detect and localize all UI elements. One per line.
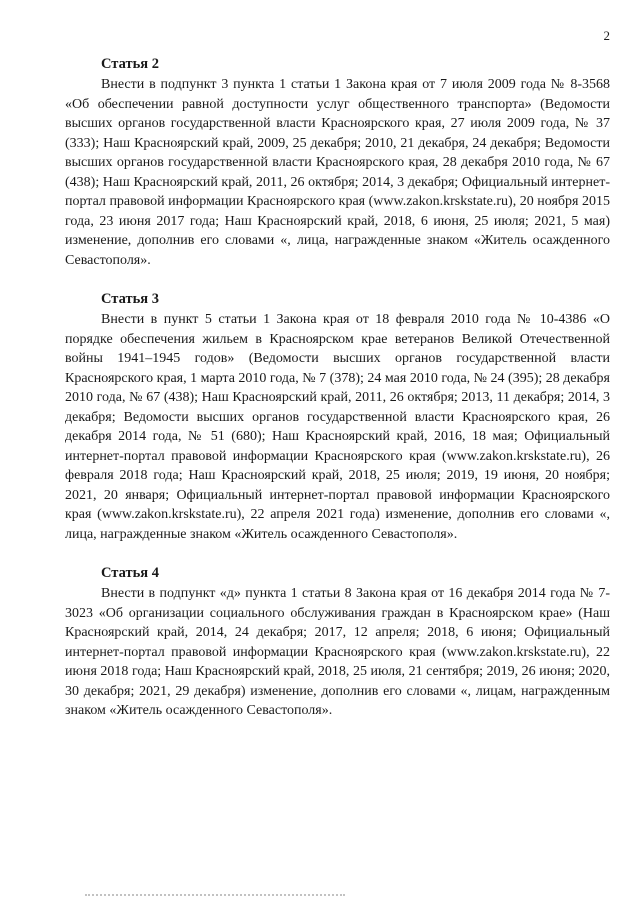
scan-artifact-divider	[85, 894, 345, 900]
article-text: Внести в пункт 5 статьи 1 Закона края от 18 февраля 2010 года № 10-4386 «О порядке обеспечения жильем в Красноярском крае ветеранов Великой Отечественной войны 1941–1945 годов» (Ведомости высших органов государственной власти Красноярского края, 1 марта 2010 года, № 7 (378); 24 мая 2010 года, № 24 (395); 28 декабря 2010 года, № 67 (438); Наш Красноярский край, 2011, 26 октября; 2013, 11 декабря; 2014, 3 декабря; Ведомости высших органов государственной власти Красноярского края, 26 декабря 2014 года, № 51 (680); Наш Красноярский край, 2016, 18 мая; Официальный интернет-портал правовой информации Красноярского края (www.zakon.krskstate.ru), 26 февраля 2018 года; Наш Красноярский край, 2018, 25 июля; 2019, 19 июня, 20 ноября; 2021, 20 января; Официальный интернет-портал правовой информации Красноярского края (www.zakon.krskstate.ru), 22 апреля 2021 года) изменение, дополнив его словами «, лица, награжденные знаком «Житель осажденного Севастополя».	[65, 312, 610, 542]
article-2	[65, 55, 610, 270]
article-text: Внести в подпункт «д» пункта 1 статьи 8 Закона края от 16 декабря 2014 года № 7-3023 «Об организации социального обслуживания граждан в Красноярском крае» (Наш Красноярский край, 2014, 24 декабря; 2017, 12 апреля; 2018, 6 июня; Официальный интернет-портал правовой информации Красноярского края (www.zakon.krskstate.ru), 22 июня 2018 года; Наш Красноярский край, 2018, 25 июля, 21 сентября; 2019, 26 июня; 2020, 30 декабря; 2021, 29 декабря) изменение, дополнив его словами «, лицам, награжденным знаком «Житель осажденного Севастополя».	[65, 586, 610, 718]
article-4	[65, 564, 610, 721]
article-heading: Статья 2	[101, 56, 159, 72]
article-heading: Статья 3	[101, 291, 159, 307]
document-body	[65, 55, 610, 741]
page-number: 2	[603, 28, 610, 43]
article-heading: Статья 4	[101, 565, 159, 581]
article-3	[65, 290, 610, 544]
article-text: Внести в подпункт 3 пункта 1 статьи 1 Закона края от 7 июля 2009 года № 8-3568 «Об обеспечении равной доступности услуг общественного транспорта» (Ведомости высших органов государственной власти Красноярского края, 27 июля 2009 года, № 37 (333); Наш Красноярский край, 2009, 25 декабря; 2010, 21 декабря, 24 декабря; Ведомости высших органов государственной власти Красноярского края, 28 декабря 2010 года, № 67 (438); Наш Красноярский край, 2011, 26 октября; 2014, 3 декабря; Официальный интернет-портал правовой информации Красноярского края (www.zakon.krskstate.ru), 20 ноября 2015 года, 23 июня 2017 года; Наш Красноярский край, 2018, 6 июня, 25 июля; 2021, 5 мая) изменение, дополнив его словами «, лица, награжденные знаком «Житель осажденного Севастополя».	[65, 77, 610, 268]
